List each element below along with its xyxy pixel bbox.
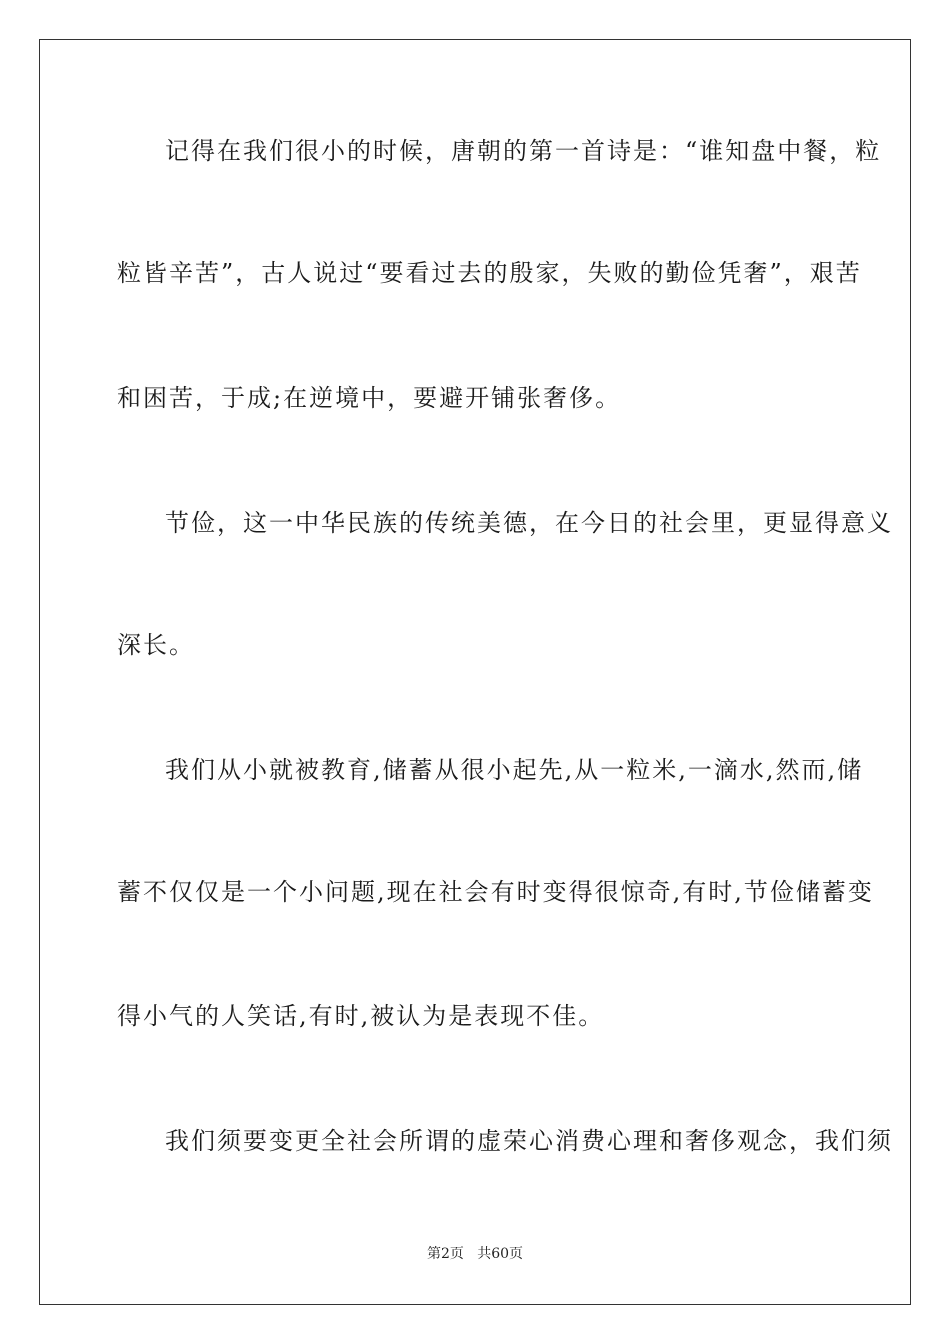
paragraph-4-line-1: 我们须要变更全社会所谓的虚荣心消费心理和奢侈观念，我们须: [165, 1127, 893, 1155]
paragraph-1-line-1: 记得在我们很小的时候，唐朝的第一首诗是：“谁知盘中餐，粒: [165, 137, 882, 165]
paragraph-1-line-2: 粒皆辛苦”，古人说过“要看过去的殷家，失败的勤俭凭奢”，艰苦: [117, 259, 862, 287]
paragraph-3-line-3: 得小气的人笑话,有时,被认为是表现不佳。: [117, 1002, 605, 1030]
page-border: [39, 39, 911, 1305]
paragraph-3-line-2: 蓄不仅仅是一个小问题,现在社会有时变得很惊奇,有时,节俭储蓄变: [117, 878, 874, 906]
paragraph-1-line-3: 和困苦，于成;在逆境中，要避开铺张奢侈。: [117, 384, 622, 412]
page-number-footer: 第2页 共60页: [426, 1246, 524, 1262]
paragraph-2-line-2: 深长。: [117, 631, 195, 659]
paragraph-3-line-1: 我们从小就被教育,储蓄从很小起先,从一粒米,一滴水,然而,储: [165, 756, 864, 784]
paragraph-2-line-1: 节俭，这一中华民族的传统美德，在今日的社会里，更显得意义: [165, 509, 893, 537]
